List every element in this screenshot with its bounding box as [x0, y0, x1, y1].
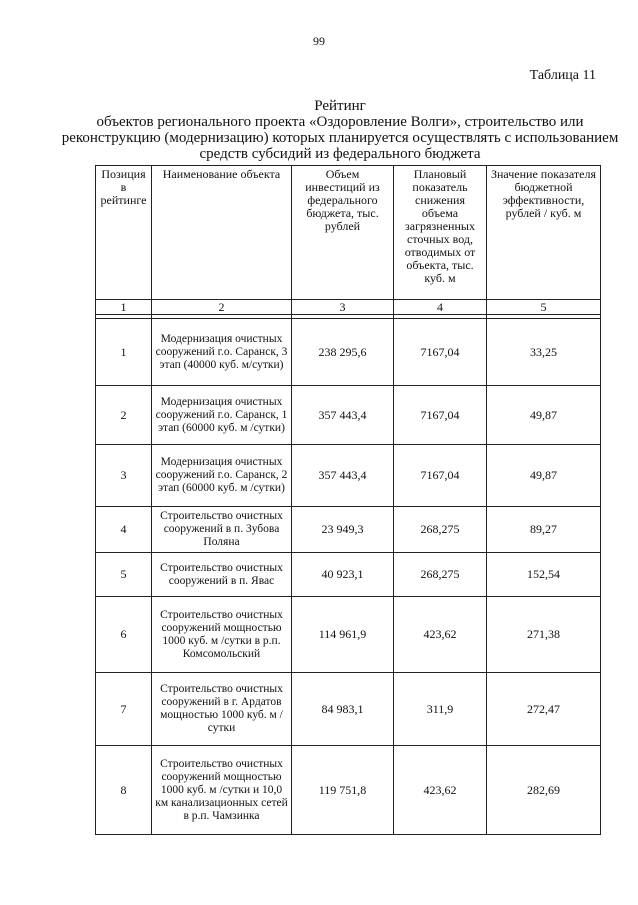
table-row — [96, 673, 601, 746]
cell-efficiency: 152,54 — [487, 553, 601, 597]
table-row — [96, 507, 601, 553]
table-label: Таблица 11 — [529, 68, 596, 83]
cell-object-name: Модернизация очистных сооружений г.о. Саранск, 1 этап (60000 куб. м /сутки) — [152, 386, 292, 445]
table-title — [60, 98, 620, 162]
cell-efficiency: 282,69 — [487, 746, 601, 835]
table-row — [96, 319, 601, 386]
cell-reduction: 423,62 — [394, 597, 487, 673]
header-object-name: Наименование объекта — [152, 166, 292, 300]
cell-investment: 238 295,6 — [292, 319, 394, 386]
table-row — [96, 746, 601, 835]
cell-position: 8 — [96, 746, 152, 835]
cell-object-name: Строительство очистных сооружений в п. Зубова Поляна — [152, 507, 292, 553]
cell-position: 3 — [96, 445, 152, 507]
table-row — [96, 386, 601, 445]
cell-investment: 357 443,4 — [292, 386, 394, 445]
column-number: 3 — [292, 300, 394, 315]
cell-investment: 357 443,4 — [292, 445, 394, 507]
title-heading: Рейтинг — [314, 98, 366, 114]
column-number: 5 — [487, 300, 601, 315]
cell-reduction: 7167,04 — [394, 445, 487, 507]
cell-investment: 40 923,1 — [292, 553, 394, 597]
cell-object-name: Строительство очистных сооружений в г. Ардатов мощностью 1000 куб. м /сутки — [152, 673, 292, 746]
cell-efficiency: 33,25 — [487, 319, 601, 386]
cell-object-name: Модернизация очистных сооружений г.о. Саранск, 2 этап (60000 куб. м /сутки) — [152, 445, 292, 507]
header-row — [96, 166, 601, 300]
header-reduction: Плановый показатель снижения объема загрязненных сточных вод, отводимых от объекта, тыс. куб. м — [394, 166, 487, 300]
column-number: 1 — [96, 300, 152, 315]
cell-position: 2 — [96, 386, 152, 445]
cell-reduction: 311,9 — [394, 673, 487, 746]
table-row — [96, 445, 601, 507]
cell-position: 1 — [96, 319, 152, 386]
cell-investment: 114 961,9 — [292, 597, 394, 673]
cell-efficiency: 89,27 — [487, 507, 601, 553]
cell-reduction: 7167,04 — [394, 319, 487, 386]
cell-reduction: 423,62 — [394, 746, 487, 835]
table-row — [96, 597, 601, 673]
column-number: 2 — [152, 300, 292, 315]
table-row — [96, 553, 601, 597]
title-description: объектов регионального проекта «Оздоровление Волги», строительство или реконструкцию (модернизацию) которых планируется осуществлять с использованием средств субсидий из федерального бюджета — [61, 114, 619, 162]
cell-reduction: 268,275 — [394, 507, 487, 553]
cell-position: 4 — [96, 507, 152, 553]
cell-object-name: Модернизация очистных сооружений г.о. Саранск, 3 этап (40000 куб. м/сутки) — [152, 319, 292, 386]
cell-object-name: Строительство очистных сооружений мощностью 1000 куб. м /сутки и 10,0 км канализационных сетей в р.п. Чамзинка — [152, 746, 292, 835]
column-number-row — [96, 300, 601, 315]
cell-object-name: Строительство очистных сооружений в п. Явас — [152, 553, 292, 597]
cell-reduction: 268,275 — [394, 553, 487, 597]
header-investment: Объем инвестиций из федерального бюджета, тыс. рублей — [292, 166, 394, 300]
cell-position: 7 — [96, 673, 152, 746]
cell-efficiency: 271,38 — [487, 597, 601, 673]
cell-object-name: Строительство очистных сооружений мощностью 1000 куб. м /сутки в р.п. Комсомольский — [152, 597, 292, 673]
cell-investment: 84 983,1 — [292, 673, 394, 746]
cell-efficiency: 49,87 — [487, 445, 601, 507]
cell-position: 5 — [96, 553, 152, 597]
rating-table — [95, 165, 601, 835]
column-number: 4 — [394, 300, 487, 315]
cell-reduction: 7167,04 — [394, 386, 487, 445]
cell-efficiency: 272,47 — [487, 673, 601, 746]
page-number: 99 — [313, 34, 325, 48]
cell-investment: 23 949,3 — [292, 507, 394, 553]
cell-efficiency: 49,87 — [487, 386, 601, 445]
header-efficiency: Значение показателя бюджетной эффективности, рублей / куб. м — [487, 166, 601, 300]
cell-position: 6 — [96, 597, 152, 673]
cell-investment: 119 751,8 — [292, 746, 394, 835]
header-position: Позиция в рейтинге — [96, 166, 152, 300]
